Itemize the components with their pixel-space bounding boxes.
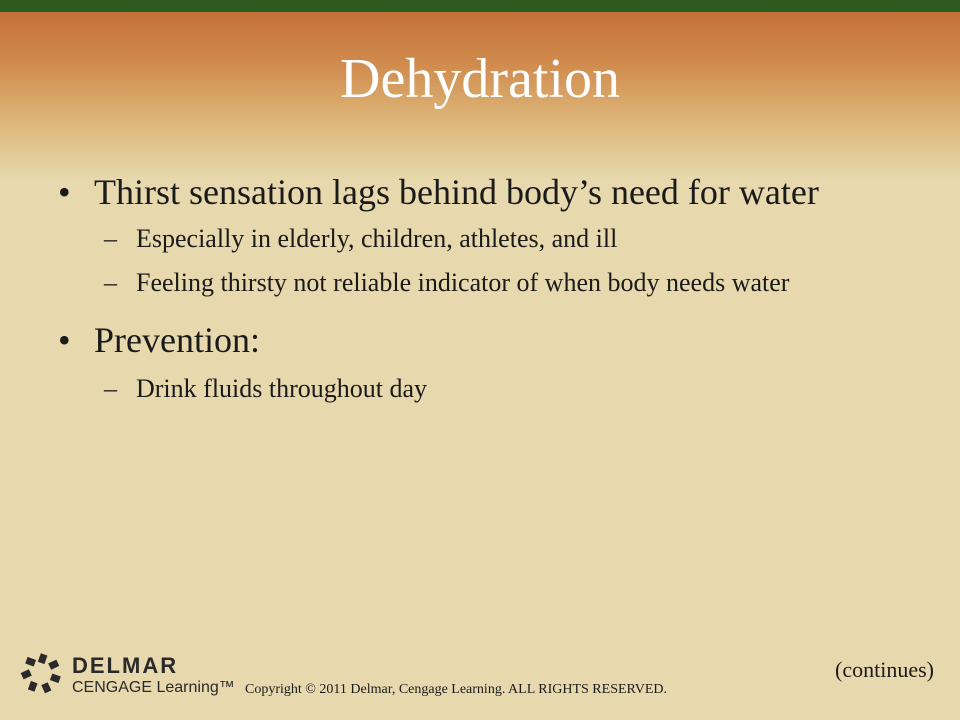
slide-title: Dehydration <box>340 48 620 110</box>
bullet-item <box>58 170 898 214</box>
sub-bullet-text: Especially in elderly, children, athletes, and ill <box>136 224 618 253</box>
cengage-pinwheel-icon <box>20 652 66 698</box>
slide-content <box>58 170 898 408</box>
sub-bullet-marker: – <box>104 224 117 253</box>
bullet-text: Thirst sensation lags behind body’s need for water <box>94 172 819 212</box>
continues-note: (continues) <box>835 657 934 682</box>
logo-wordmark-delmar: DELMAR <box>72 653 179 678</box>
sub-bullet-marker: – <box>104 268 117 297</box>
logo-wordmark-cengage: CENGAGE Learning™ <box>72 679 235 696</box>
bullet-marker: • <box>58 320 71 360</box>
delmar-cengage-logo <box>20 652 240 702</box>
top-accent-bar <box>0 0 960 12</box>
sub-bullet-text: Feeling thirsty not reliable indicator of when body needs water <box>136 268 790 297</box>
bullet-item <box>58 318 898 362</box>
sub-bullet-item <box>58 220 898 258</box>
sub-bullet-item <box>58 264 898 302</box>
sub-bullet-item <box>58 370 898 408</box>
bullet-marker: • <box>58 172 71 212</box>
sub-bullet-marker: – <box>104 374 117 403</box>
bullet-text: Prevention: <box>94 320 260 360</box>
sub-bullet-text: Drink fluids throughout day <box>136 374 428 403</box>
copyright-notice: Copyright © 2011 Delmar, Cengage Learning. ALL RIGHTS RESERVED. <box>245 682 668 697</box>
